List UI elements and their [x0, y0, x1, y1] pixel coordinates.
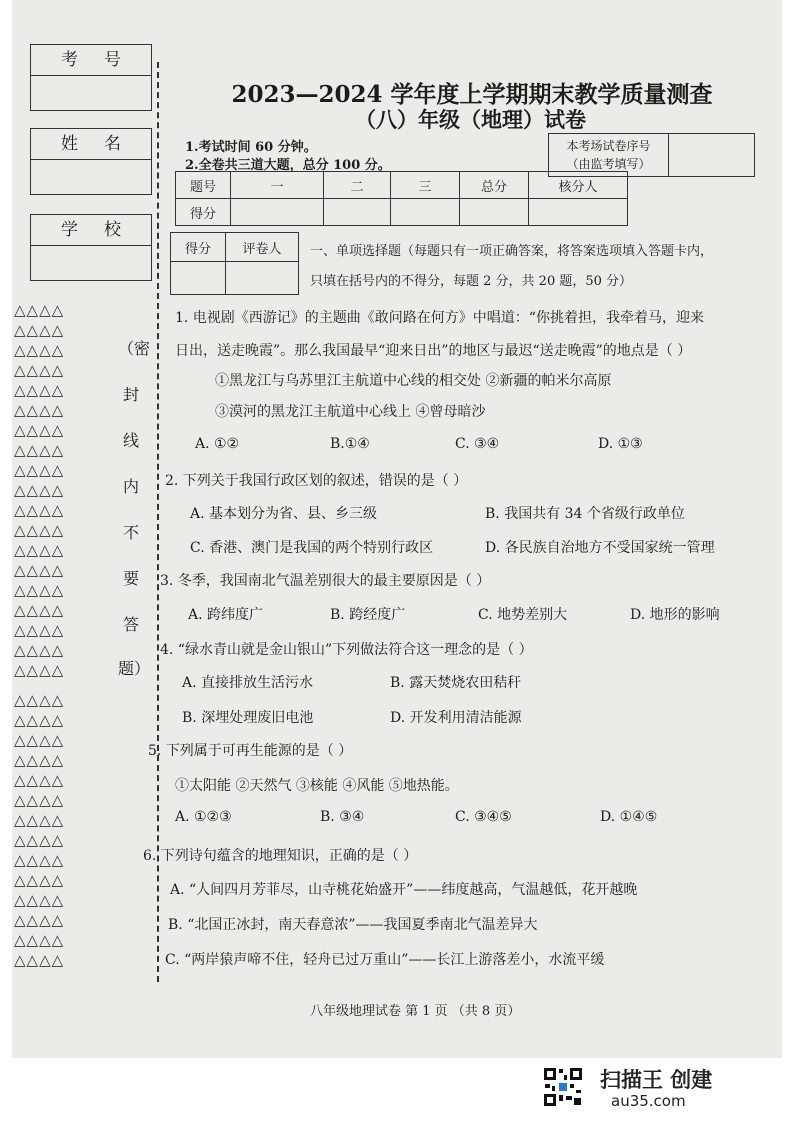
- q5-option-b[interactable]: B. ③④: [320, 809, 365, 825]
- q4-option-b[interactable]: B. 露天焚烧农田秸秆: [390, 675, 522, 691]
- score-header-2: 二: [324, 172, 391, 199]
- q1-option-b[interactable]: B.①④: [330, 436, 370, 452]
- seal-text-5: 不: [122, 523, 139, 542]
- q6-stem: 6. 下列诗句蕴含的地理知识，正确的是（ ）: [143, 848, 418, 864]
- seal-text-6: 要: [122, 569, 139, 588]
- seq-label-line2: （由监考填写）: [566, 157, 651, 171]
- q3-option-c[interactable]: C. 地势差别大: [478, 607, 568, 623]
- exam-subtitle: （八）年级（地理）试卷: [355, 107, 586, 132]
- school-label: 学校: [31, 215, 151, 246]
- q1-option-a[interactable]: A. ①②: [195, 436, 240, 452]
- q2-option-c[interactable]: C. 香港、澳门是我国的两个特别行政区: [190, 540, 434, 556]
- name-box: [30, 128, 152, 195]
- section1-line1: 一、单项选择题（每题只有一项正确答案，将答案选项填入答题卡内，: [310, 244, 714, 259]
- score-header-1: 一: [231, 172, 324, 199]
- name-field[interactable]: [31, 160, 151, 194]
- seq-number-label: [549, 134, 669, 176]
- note-score: 2.全卷共三道大题，总分 100 分。: [185, 158, 391, 173]
- grader-table: [170, 232, 299, 295]
- score-header-checker: 核分人: [529, 172, 628, 199]
- q1-option-d[interactable]: D. ①③: [598, 436, 643, 452]
- name-label: 姓名: [31, 129, 151, 160]
- page-footer: 八年级地理试卷 第 1 页 （共 8 页）: [310, 1004, 521, 1019]
- score-cell[interactable]: [460, 199, 529, 226]
- grader-name-label: 评卷人: [226, 233, 299, 262]
- scanner-url: au35.com: [611, 1092, 686, 1110]
- score-header-3: 三: [391, 172, 460, 199]
- q4-option-d[interactable]: D. 开发利用清洁能源: [390, 710, 522, 726]
- grader-name-field[interactable]: [226, 262, 299, 295]
- seal-text-8: 题）: [118, 659, 151, 678]
- exam-title: 2023—2024 学年度上学期期末教学质量测查: [231, 81, 713, 108]
- q1-stem-line1: 1. 电视剧《西游记》的主题曲《敢问路在何方》中唱道：“你挑着担，我牵着马，迎来: [175, 310, 704, 326]
- q3-option-b[interactable]: B. 跨经度广: [330, 607, 406, 623]
- triangle-border-top: △△△△ △△△△ △△△△ △△△△ △△△△ △△△△ △△△△ △△△△ △△△△ △△△△ △△△△ △△△△ △△△△ △△△△ △△△△ △△△△ △△△△ △△△△ △△△△: [14, 301, 65, 679]
- triangle-border-bottom: △△△△ △△△△ △△△△ △△△△ △△△△ △△△△ △△△△ △△△△ △△△△ △△△△ △△△△ △△△△ △△△△ △△△△: [14, 691, 65, 969]
- q4-option-c[interactable]: B. 深埋处理废旧电池: [182, 710, 314, 726]
- q6-option-c[interactable]: C. “两岸猿声啼不住，轻舟已过万重山”——长江上游落差小，水流平缓: [165, 952, 605, 968]
- score-header-total: 总分: [460, 172, 529, 199]
- score-row-label: 得分: [176, 199, 231, 226]
- q1-stem-line2: 日出，送走晚霞”。那么我国最早“迎来日出”的地区与最迟“送走晚霞”的地点是（ ）: [175, 343, 692, 359]
- q1-info-line2: ③漠河的黑龙江主航道中心线上 ④曾母暗沙: [215, 404, 486, 420]
- scanner-brand: 扫描王 创建: [600, 1068, 713, 1092]
- q5-option-c[interactable]: C. ③④⑤: [455, 809, 512, 825]
- q3-option-d[interactable]: D. 地形的影响: [630, 607, 720, 623]
- exam-number-label: 考号: [31, 45, 151, 76]
- qr-code-icon: [542, 1066, 584, 1108]
- q2-option-a[interactable]: A. 基本划分为省、县、乡三级: [190, 506, 378, 522]
- score-table: [175, 171, 628, 226]
- school-field[interactable]: [31, 246, 151, 280]
- q3-stem: 3. 冬季，我国南北气温差别很大的最主要原因是（ ）: [160, 573, 491, 589]
- school-box: [30, 214, 152, 281]
- q2-option-b[interactable]: B. 我国共有 34 个省级行政单位: [485, 506, 685, 522]
- q1-info-line1: ①黑龙江与乌苏里江主航道中心线的相交处 ②新疆的帕米尔高原: [215, 373, 612, 389]
- q5-info: ①太阳能 ②天然气 ③核能 ④风能 ⑤地热能。: [175, 778, 459, 794]
- grader-score-field[interactable]: [171, 262, 226, 295]
- grader-score-label: 得分: [171, 233, 226, 262]
- seal-text-7: 答: [122, 615, 139, 634]
- q2-option-d[interactable]: D. 各民族自治地方不受国家统一管理: [485, 540, 715, 556]
- section1-line2: 只填在括号内的不得分，每题 2 分，共 20 题，50 分）: [310, 274, 633, 289]
- seal-text-4: 内: [122, 477, 139, 496]
- q4-option-a[interactable]: A. 直接排放生活污水: [182, 675, 314, 691]
- seq-label-line1: 本考场试卷序号: [566, 139, 651, 153]
- score-cell[interactable]: [529, 199, 628, 226]
- seal-line: [157, 62, 159, 982]
- seal-text-3: 线: [122, 431, 139, 450]
- q5-option-a[interactable]: A. ①②③: [175, 809, 232, 825]
- q6-option-b[interactable]: B. “北国正冰封，南天春意浓”——我国夏季南北气温差异大: [168, 917, 538, 933]
- q6-option-a[interactable]: A. “人间四月芳菲尽，山寺桃花始盛开”——纬度越高，气温越低，花开越晚: [170, 882, 638, 898]
- q5-stem: 5. 下列属于可再生能源的是（ ）: [148, 743, 353, 759]
- q1-option-c[interactable]: C. ③④: [455, 436, 500, 452]
- note-time: 1.考试时间 60 分钟。: [185, 140, 317, 155]
- q5-option-d[interactable]: D. ①④⑤: [600, 809, 658, 825]
- q3-option-a[interactable]: A. 跨纬度广: [188, 607, 264, 623]
- score-header-number: 题号: [176, 172, 231, 199]
- seal-text-1: （密: [118, 339, 151, 358]
- score-cell[interactable]: [391, 199, 460, 226]
- score-cell[interactable]: [231, 199, 324, 226]
- q4-stem: 4. “绿水青山就是金山银山”下列做法符合这一理念的是（ ）: [160, 642, 533, 658]
- q2-stem: 2. 下列关于我国行政区划的叙述，错误的是（ ）: [165, 473, 468, 489]
- seal-text-2: 封: [122, 385, 139, 404]
- score-cell[interactable]: [324, 199, 391, 226]
